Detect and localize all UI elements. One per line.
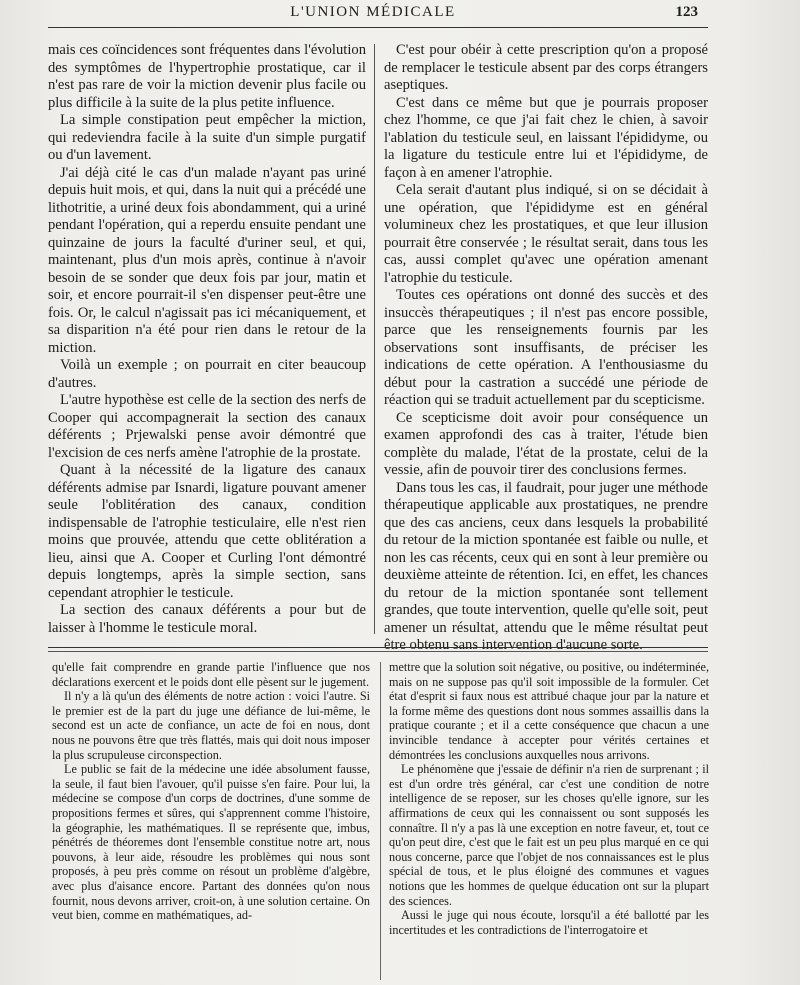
header-rule	[48, 27, 708, 28]
column-divider	[374, 44, 375, 634]
paragraph: Cela serait d'autant plus indiqué, si on se décidait à une opération, que l'épididyme est en général volumineux chez les prostatiques, et que leur illusion pourrait être conservée ; le résultat serait, dans tous les cas, aussi complet qu'avec une opération amenant l'atrophie du testicule.	[384, 182, 708, 286]
page-header	[48, 4, 698, 26]
paragraph: C'est pour obéir à cette prescription qu'on a proposé de remplacer le testicule absent par des corps étrangers aseptiques.	[384, 42, 708, 93]
paragraph: L'autre hypothèse est celle de la section des nerfs de Cooper qui accompagnerait la section des canaux déférents ; Prjewalski pense avoir démontré que l'excision de ces nerfs amène l'atrophie de la prostate.	[48, 392, 366, 461]
paragraph: La section des canaux déférents a pour but de laisser à l'homme le testicule moral.	[48, 602, 366, 636]
paragraph: qu'elle fait comprendre en grande partie l'influence que nos déclarations exercent et le poids dont elle pèsent sur le jugement.	[52, 660, 370, 689]
paragraph: Quant à la nécessité de la ligature des canaux déférents admise par Isnardi, ligature pouvant amener seule l'oblitération des canaux, condition indispensable de l'atrophie testiculaire, elle n'est rien moins que prouvée, attendu que cette oblitération a lieu, ainsi que A. Cooper et Curling l'ont démontré depuis longtemps, après la simple section, sans cependant atrophier le testicule.	[48, 462, 366, 601]
paragraph: Toutes ces opérations ont donné des succès et des insuccès thérapeutiques ; il n'est pas encore possible, parce que les renseignements fournis par les observations sont insuffisants, de préciser les indications de cette opération. A l'enthousiasme du début pour la castration a succédé une période de réaction qui se traduit actuellement par du scepticisme.	[384, 287, 708, 408]
paragraph: mettre que la solution soit négative, ou positive, ou indéterminée, mais on ne suppose pas qu'il soit impossible de la formuler. Cet état d'esprit si faux nous est attribué chaque jour par la nature et la forme même des questions dont nous sommes assaillis dans la pratique courante ; et il a cette conséquence que chacun a une invincible tendance à accepter pour vérités certaines et démontrées les conclusions auxquelles nous arrivons.	[389, 660, 709, 762]
paragraph: Aussi le juge qui nous écoute, lorsqu'il a été ballotté par les incertitudes et les contradictions de l'interrogatoire et	[389, 908, 709, 937]
paragraph: Il n'y a là qu'un des éléments de notre action : voici l'autre. Si le premier est de la part du juge une défiance de lui-même, le second est un acte de confiance, un acte de foi en nous, dont nous ne pouvons être que très flattés, mais qui doit nous imposer la plus scrupuleuse circonspection.	[52, 689, 370, 762]
paragraph: Ce scepticisme doit avoir pour conséquence un examen approfondi des cas à traiter, l'étude bien complète du malade, l'état de la prostate, celui de la vessie, afin de pouvoir tirer des conclusions fermes.	[384, 409, 708, 478]
section-rule-thin	[48, 651, 708, 652]
lower-left-column	[52, 660, 370, 923]
section-rule	[48, 647, 708, 648]
paragraph: mais ces coïncidences sont fréquentes dans l'évolution des symptômes de l'hypertrophie prostatique, car il n'est pas rare de voir la miction devenir plus facile ou plus difficile à la suite de la plus petite influence.	[48, 42, 366, 111]
upper-right-column	[384, 42, 708, 655]
paragraph: Le phénomène que j'essaie de définir n'a rien de surprenant ; il est d'un ordre très général, car c'est une condition de notre intelligence de se reposer, sur les choses qu'elle ignore, sur les affirmations de ceux qui les connaissent ou sont supposés les connaître. Il n'y a pas là une exception en notre faveur, et, tout ce qu'on peut dire, c'est que le fait est un peu plus marqué en ce qui nous concerne, parce que l'objet de nos connaissances est le plus spécial de tous, et le plus éloigné des communes et vagues notions que les hommes de quelque éducation ont sur la plupart des sciences.	[389, 762, 709, 908]
page-number: 123	[675, 4, 698, 20]
paragraph: Voilà un exemple ; on pourrait en citer beaucoup d'autres.	[48, 357, 366, 391]
upper-left-column	[48, 42, 366, 637]
paragraph: Le public se fait de la médecine une idée absolument fausse, la seule, il faut bien l'avouer, qu'il puisse s'en faire. Pour lui, la médecine se compose d'un corps de doctrines, d'une somme de propositions fermes et sûres, qui s'apprennent comme l'histoire, la géographie, les mathématiques. Il se représente que, imbus, pénétrés de théoremes dont l'ensemble constitue notre art, nous pouvons, à leur aide, résoudre les problèmes qui nous sont proposés, à peu près comme on résout un problème d'algèbre, avec plus d'aisance encore. Partant des données qu'on nous fournit, nous devons arriver, croit-on, à une solution certaine. On veut bien, comme en mathématiques, ad-	[52, 762, 370, 923]
paragraph: La simple constipation peut empêcher la miction, qui redeviendra facile à la suite d'un simple purgatif ou d'un lavement.	[48, 112, 366, 163]
lower-column-divider	[380, 662, 381, 980]
paragraph: C'est dans ce même but que je pourrais proposer chez l'homme, ce que j'ai fait chez le chien, à savoir l'ablation du testicule seul, en laissant l'épididyme, ou la ligature du testicule entre lui et l'épididyme, de façon à en amener l'atrophie.	[384, 94, 708, 181]
paragraph: J'ai déjà cité le cas d'un malade n'ayant pas uriné depuis huit mois, et qui, dans la nuit qui a précédé une lithotritie, a uriné deux fois abondamment, qui a uriné pendant l'opération, qui a reperdu ensuite pendant une quinzaine de jours la faculté d'uriner seul, et qui, maintenant, plus d'un mois après, continue à n'avoir besoin de se sonder que deux fois par jour, matin et soir, et encore pourrait-il s'en dispenser peut-être une fois. Or, le calcul n'agissait pas ici mécaniquement, et sa disparition n'a été pour rien dans le retour de la miction.	[48, 164, 366, 356]
lower-right-column	[389, 660, 709, 937]
paragraph: Dans tous les cas, il faudrait, pour juger une méthode thérapeutique applicable aux prostatiques, ne prendre que des cas anciens, ceux dans lesquels la probabilité du retour de la miction spontanée est faible ou nulle, et non les cas récents, ceux qui en sont à leur première ou deuxième atteinte de rétention. Ici, en effet, les chances du retour de la miction spontanée sont tellement grandes, que toute intervention, quelle qu'elle soit, peut amener un résultat, attendu que le même résultat peut être obtenu sans intervention d'aucune sorte.	[384, 479, 708, 653]
running-title: L'UNION MÉDICALE	[290, 4, 456, 20]
